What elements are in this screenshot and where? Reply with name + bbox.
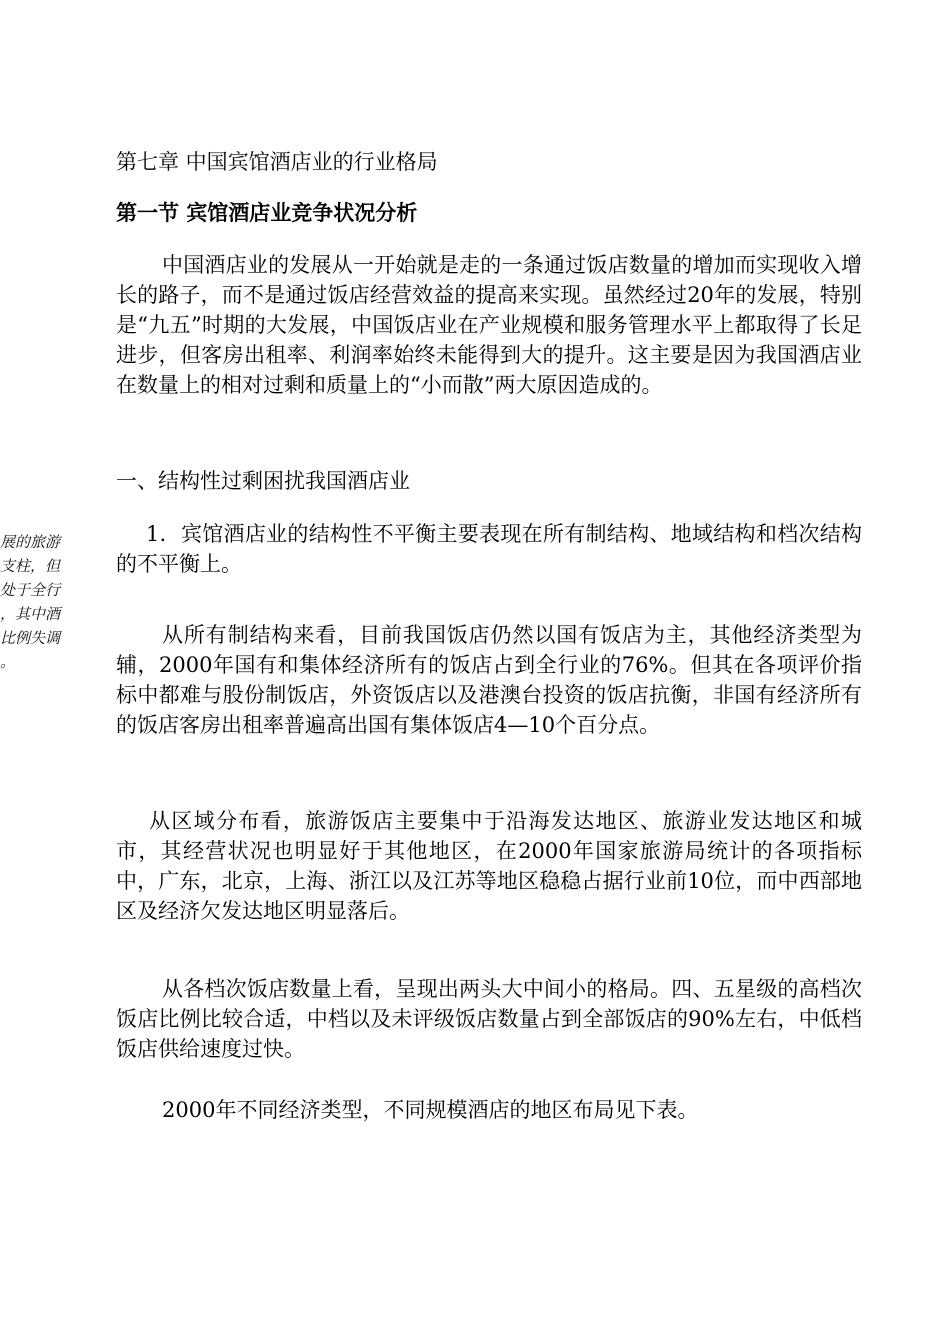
intro-paragraph: 中国酒店业的发展从一开始就是走的一条通过饭店数量的增加而实现收入增长的路子，而不是通过饭店经营效益的提高来实现。虽然经过20年的发展，特别是“九五”时期的大发展，中国饭店业在产业规模和服务管理水平上都取得了长足进步，但客房出租率、利润率始终未能得到大的提升。这主要是因为我国酒店业在数量上的相对过剩和质量上的“小而散”两大原因造成的。 [116, 253, 862, 397]
margin-note-line: 。 [0, 653, 16, 671]
margin-note [0, 530, 64, 674]
margin-note-line: 支柱，但 [0, 557, 61, 575]
chapter-title: 第七章 中国宾馆酒店业的行业格局 [116, 150, 438, 174]
margin-note-line: ，其中酒 [0, 605, 61, 623]
section-title: 第一节 宾馆酒店业竞争状况分析 [116, 201, 418, 225]
subsection-title: 一、结构性过剩困扰我国酒店业 [116, 469, 410, 493]
ownership-paragraph: 从所有制结构来看，目前我国饭店仍然以国有饭店为主，其他经济类型为辅，2000年国有和集体经济所有的饭店占到全行业的76%。但其在各项评价指标中都难与股份制饭店，外资饭店以及港澳台投资的饭店抗衡，非国有经济所有的饭店客房出租率普遍高出国有集体饭店4—10个百分点。 [116, 623, 862, 737]
table-intro-paragraph: 2000年不同经济类型，不同规模酒店的地区布局见下表。 [162, 1098, 699, 1122]
margin-note-line: 展的旅游 [0, 533, 61, 551]
margin-note-line: 处于全行 [0, 581, 61, 599]
margin-note-line: 比例失调 [0, 629, 61, 647]
point-1-paragraph: 1．宾馆酒店业的结构性不平衡主要表现在所有制结构、地域结构和档次结构的不平衡上。 [116, 522, 862, 576]
region-paragraph: 从区域分布看，旅游饭店主要集中于沿海发达地区、旅游业发达地区和城市，其经营状况也明显好于其他地区，在2000年国家旅游局统计的各项指标中，广东，北京，上海、浙江以及江苏等地区稳稳占据行业前10位，而中西部地区及经济欠发达地区明显落后。 [116, 809, 862, 923]
grade-paragraph: 从各档次饭店数量上看，呈现出两头大中间小的格局。四、五星级的高档次饭店比例比较合适，中档以及未评级饭店数量占到全部饭店的90%左右，中低档饭店供给速度过快。 [116, 977, 862, 1061]
